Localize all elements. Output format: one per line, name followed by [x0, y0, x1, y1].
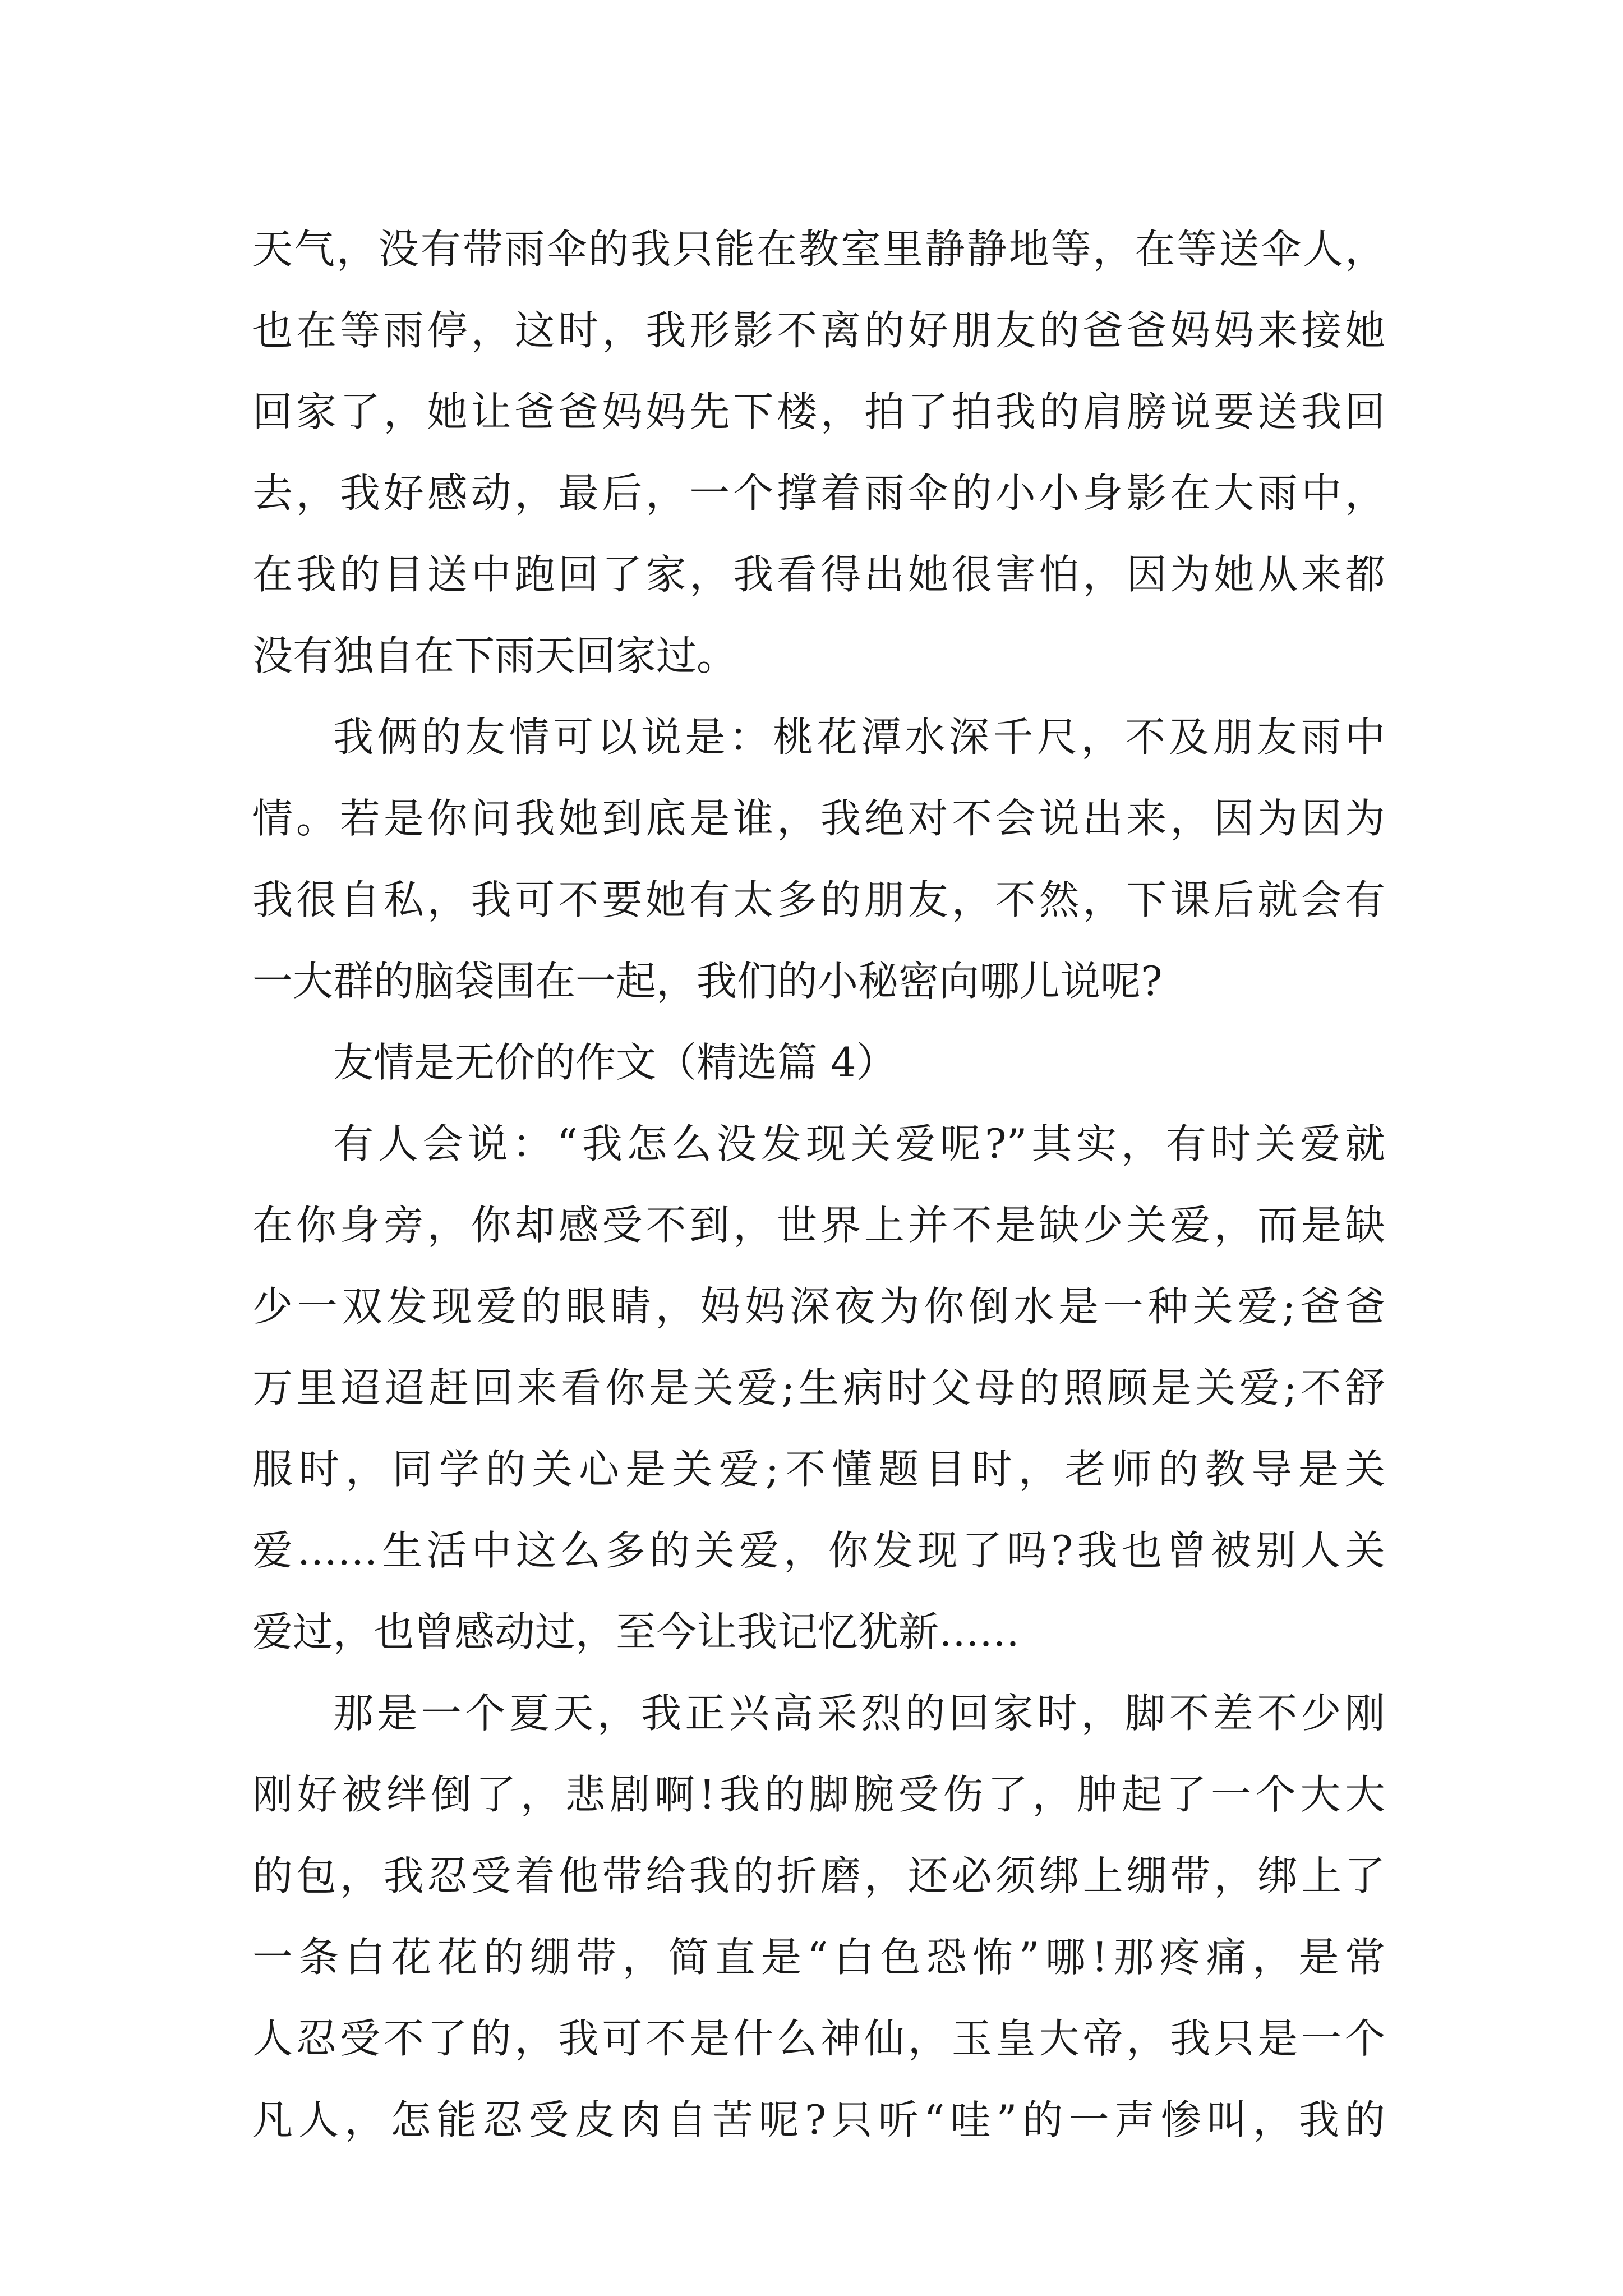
body-text: [252, 209, 1385, 2161]
text-line: 那是一个夏天，我正兴高采烈的回家时，脚不差不少刚: [333, 1690, 1385, 1737]
text-line: 凡人，怎能忍受皮肉自苦呢?只听“哇”的一声惨叫，我的: [252, 2096, 1385, 2143]
text-line: 刚好被绊倒了，悲剧啊!我的脚腕受伤了，肿起了一个大大: [252, 1771, 1385, 1818]
text-line: 天气，没有带雨伞的我只能在教室里静静地等，在等送伞人，: [252, 226, 1385, 273]
text-line: 去，我好感动，最后，一个撑着雨伞的小小身影在大雨中，: [252, 470, 1385, 517]
text-line: 回家了，她让爸爸妈妈先下楼，拍了拍我的肩膀说要送我回: [252, 388, 1385, 435]
text-line: 没有独自在下雨天回家过。: [252, 632, 737, 679]
text-line: 有人会说：“我怎么没发现关爱呢?”其实，有时关爱就: [333, 1120, 1385, 1167]
text-line: 我俩的友情可以说是：桃花潭水深千尺，不及朋友雨中: [333, 714, 1385, 761]
text-line: 爱过，也曾感动过，至今让我记忆犹新……: [252, 1608, 1020, 1655]
text-line: 在我的目送中跑回了家，我看得出她很害怕，因为她从来都: [252, 551, 1385, 598]
text-line: 在你身旁，你却感受不到，世界上并不是缺少关爱，而是缺: [252, 1202, 1385, 1249]
text-line: 情。若是你问我她到底是谁，我绝对不会说出来，因为因为: [252, 795, 1385, 842]
text-line: 人忍受不了的，我可不是什么神仙，玉皇大帝，我只是一个: [252, 2015, 1385, 2062]
text-line: 一大群的脑袋围在一起，我们的小秘密向哪儿说呢?: [252, 958, 1163, 1005]
text-line: 服时，同学的关心是关爱;不懂题目时，老师的教导是关: [252, 1446, 1385, 1493]
text-line: 的包，我忍受着他带给我的折磨，还必须绑上绷带，绑上了: [252, 1852, 1385, 1899]
text-line: 爱……生活中这么多的关爱，你发现了吗?我也曾被别人关: [252, 1527, 1385, 1574]
text-line: 一条白花花的绷带，简直是“白色恐怖”哪!那疼痛，是常: [252, 1934, 1385, 1981]
text-line: 万里迢迢赶回来看你是关爱;生病时父母的照顾是关爱;不舒: [252, 1364, 1385, 1411]
text-line: 少一双发现爱的眼睛，妈妈深夜为你倒水是一种关爱;爸爸: [252, 1283, 1385, 1330]
text-line: 我很自私，我可不要她有太多的朋友，不然，下课后就会有: [252, 876, 1385, 923]
text-line: 也在等雨停，这时，我形影不离的好朋友的爸爸妈妈来接她: [252, 307, 1385, 354]
section-heading: 友情是无价的作文（精选篇 4）: [333, 1039, 897, 1086]
